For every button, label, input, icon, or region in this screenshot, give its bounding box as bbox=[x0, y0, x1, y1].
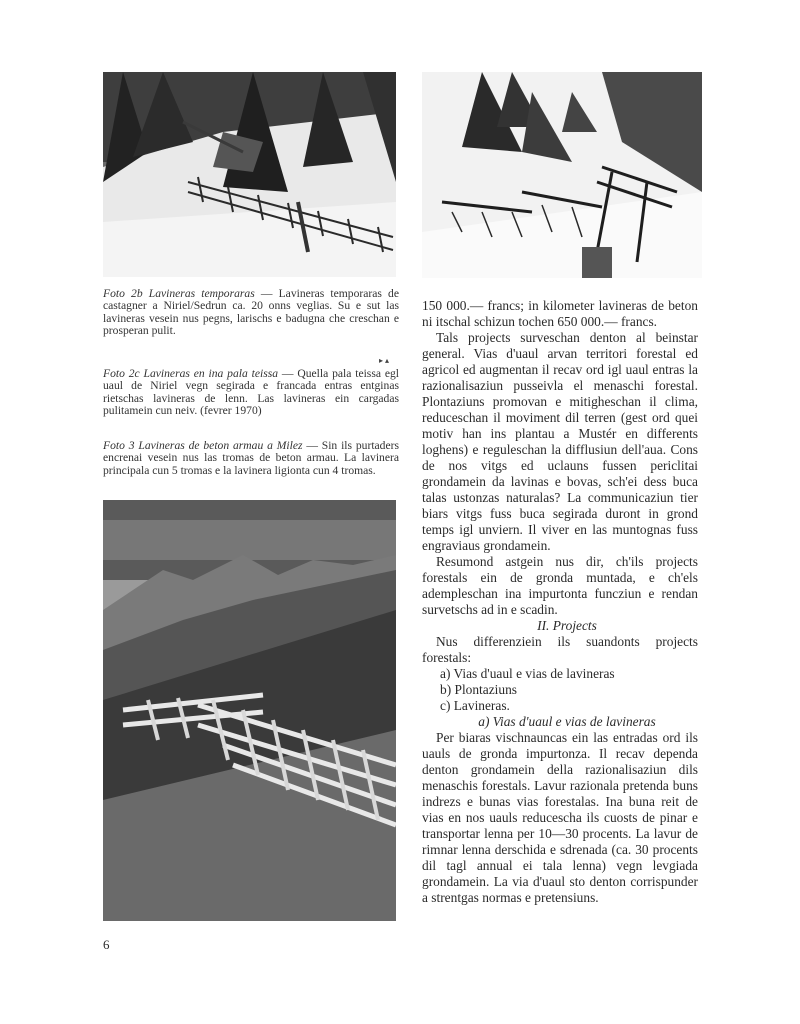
paragraph: Tals projects surveschan denton al beinstar general. Vias d'uaul arvan territori forestal ed agricol ed augmentan il recav ord igl uaul entras la razionalisaziun pusseivla el menaschi forestal. Plontaziuns promovan e mitigheschan il clima, reduceschan il moviment dil terren (gest ord quei motiv han ins plantau a Mustér en differents loghens) e reguleschan la difflusiun dell'aua. Cons de nos vitgs ed uclauns fussen periclitai grondamein da lavinas e bovas, sch'ei dess buca talas ustonzas naturalas? La communicaziun tier biars vitgs fuss buca segirada duront in grond temps igl unviern. Il viver en las muntognas fuss engraviaus grondamein. bbox=[422, 330, 698, 553]
caption-title: Foto 2b Lavineras temporaras bbox=[103, 287, 255, 300]
paragraph: Per biaras vischnauncas ein las entradas ord ils uauls de gronda impurtonza. Il recav dependa denton grondamein della razionalisaziun dils menaschis forestals. Lavur razionala pretenda buns indrezs e bunas vias forestalas. Ina buna reit de vias en nos uauls reducescha ils cuosts de pinar e transportar lenna per 10—30 procents. La lavur de rimnar lenna derschida e sdrenada (ca. 30 procents dil tagl annual ei tala lenna) vegn levgiada grondamein. La via d'uaul sto denton corrispunder a strentgas normas e pretensiuns. bbox=[422, 730, 698, 905]
caption-title: Foto 3 Lavineras de beton armau a Milez bbox=[103, 439, 303, 452]
caption-photo-2c bbox=[103, 368, 399, 418]
article-body bbox=[422, 298, 698, 906]
list-item: a) Vias d'uaul e vias de lavineras bbox=[440, 666, 615, 681]
caption-text: — Sin ils purtaders encrenai vesein nus las tromas de beton armau. La lavinera principala cun 5 tromas e la lavinera ligionta cun 4 tromas. bbox=[103, 439, 399, 477]
photo-2b bbox=[103, 72, 396, 277]
photo-3 bbox=[103, 500, 396, 921]
list-item: c) Lavineras. bbox=[440, 698, 510, 713]
paragraph: 150 000.— francs; in kilometer lavineras de beton ni itschal schizun tochen 650 000.— francs. bbox=[422, 298, 698, 329]
list-item: b) Plontaziuns bbox=[440, 682, 517, 697]
project-list bbox=[440, 666, 698, 714]
page-number: 6 bbox=[103, 937, 110, 952]
arrow-marker: ▸ ▴ bbox=[379, 356, 390, 365]
caption-text: — Quella pala teissa egl uaul de Niriel vegn segirada e francada entras entginas rietschas lavineras de lenn. Las lavineras ein cargadas pulitamein cun neiv. (fevrer 1970) bbox=[103, 367, 399, 418]
section-heading: II. Projects bbox=[537, 618, 597, 633]
caption-title: Foto 2c Lavineras en ina pala teissa bbox=[103, 367, 279, 380]
paragraph: Resumond astgein nus dir, ch'ils projects forestals ein de gronda muntada, e ch'els adempleschan ina impurtonta funcziun e rendan survetschs ad in e scadin. bbox=[422, 554, 698, 617]
photo-2c bbox=[422, 72, 702, 278]
caption-photo-3 bbox=[103, 440, 399, 477]
paragraph: Nus differenziein ils suandonts projects forestals: bbox=[422, 634, 698, 665]
caption-text: — Lavineras temporaras de castagner a Niriel/Sedrun ca. 20 onns veglias. Su e sut las lavineras vesein nus pegns, larischs e badugna che creschan e prosperan pulit. bbox=[103, 287, 400, 338]
caption-photo-2b bbox=[103, 288, 399, 338]
subsection-heading: a) Vias d'uaul e vias de lavineras bbox=[478, 714, 656, 729]
